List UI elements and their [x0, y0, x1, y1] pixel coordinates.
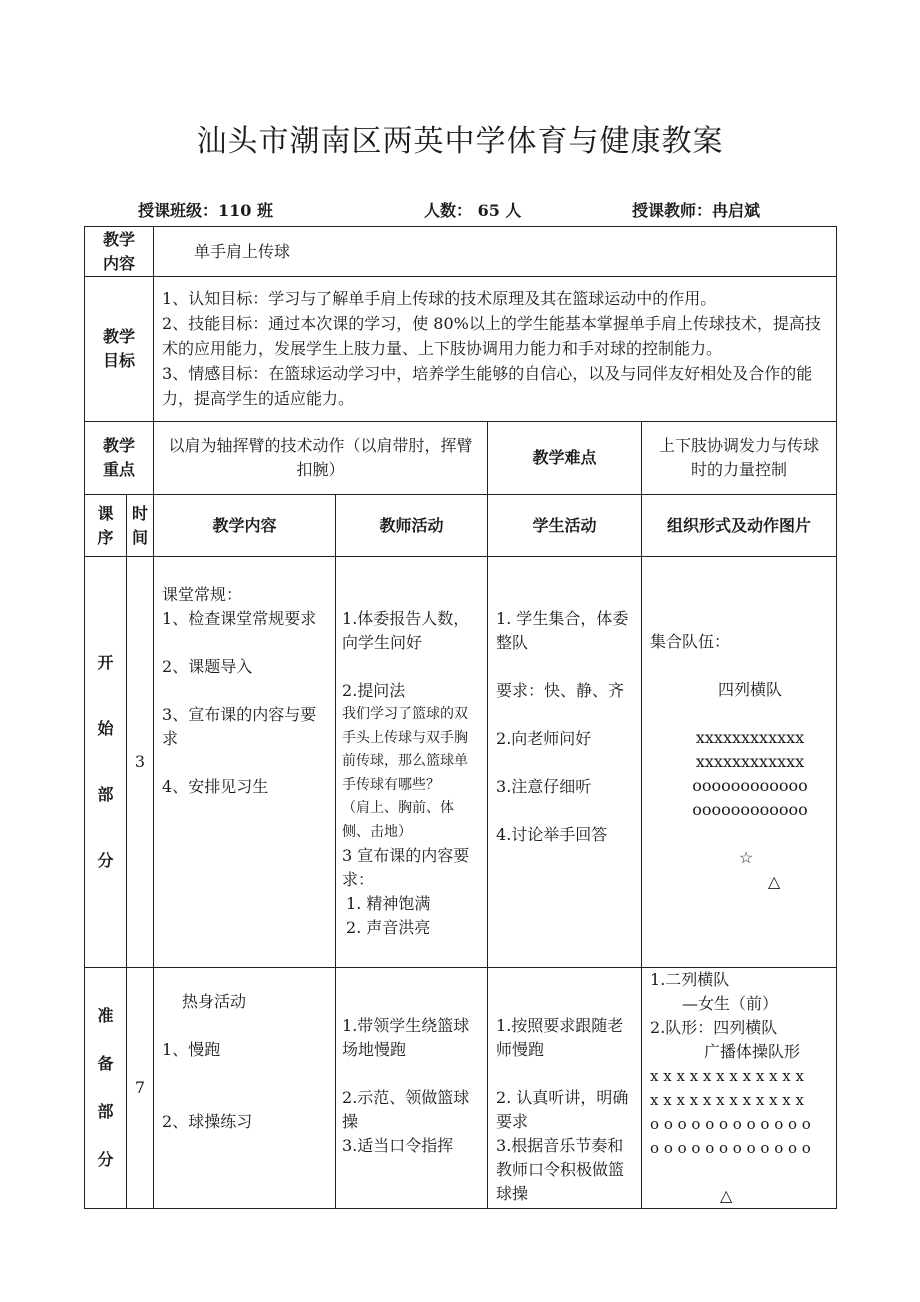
formation-row: oooooooooooo	[692, 800, 808, 819]
page-title: 汕头市潮南区两英中学体育与健康教案	[196, 124, 724, 159]
col-student: 学生活动	[488, 495, 642, 557]
section-prep	[85, 968, 837, 1209]
formation-row: xxxxxxxxxxxx	[695, 752, 805, 771]
goals-label: 教学 目标	[85, 277, 154, 422]
lesson-plan-table	[84, 226, 837, 1209]
formation-row: o o o o o o o o o o o o	[650, 1115, 811, 1133]
difficulty-label: 教学难点	[488, 422, 642, 495]
formation-row: xxxxxxxxxxxx	[695, 728, 805, 747]
formation-row: x x x x x x x x x x x x	[650, 1091, 804, 1109]
prep-org: 1.二列横队 —女生（前） 2.队形：四列横队 广播体操队形 x x x x x x x x x x x x x x x x x x x x x x x x o o o o o o o o o o o o o o o o o o o o o o o o △	[642, 968, 837, 1209]
key-label: 教学 重点	[85, 422, 154, 495]
phase-start: 开 始 部 分	[85, 557, 127, 968]
formation-row: o o o o o o o o o o o o	[650, 1139, 811, 1157]
col-teacher: 教师活动	[336, 495, 488, 557]
teacher-triangle-icon: △	[720, 1186, 733, 1205]
key-row	[85, 422, 837, 495]
col-time: 时 间	[127, 495, 154, 557]
key-point: 以肩为轴挥臂的技术动作（以肩带肘，挥臂扣腕）	[154, 422, 488, 495]
prep-student: 1.按照要求跟随老师慢跑 2. 认真听讲，明确要求 3.根据音乐节奏和教师口令积极做篮球操	[488, 968, 642, 1209]
start-content: 课堂常规： 1、检查课堂常规要求 2、课题导入 3、宣布课的内容与要求 4、安排见习生	[154, 557, 336, 968]
start-teacher: 1.体委报告人数，向学生问好 2.提问法 我们学习了篮球的双手头上传球与双手胸前传球，那么篮球单手传球有哪些？ （肩上、胸前、体侧、击地） 3 宣布课的内容要求： 1. 精神饱满 2. 声音洪亮	[336, 557, 488, 968]
teacher-triangle-icon: △	[768, 872, 781, 891]
content-label: 教学 内容	[85, 227, 154, 277]
col-order: 课 序	[85, 495, 127, 557]
goal-item: 1、认知目标：学习与了解单手肩上传球的技术原理及其在篮球运动中的作用。	[162, 289, 717, 308]
goal-item: 2、技能目标：通过本次课的学习，使 80%以上的学生能基本掌握单手肩上传球技术，提高技术的应用能力，发展学生上肢力量、上下肢协调用力能力和手对球的控制能力。	[162, 314, 821, 358]
col-content: 教学内容	[154, 495, 336, 557]
class-info: 授课班级：110 班	[138, 201, 273, 220]
formation-row: oooooooooooo	[692, 776, 808, 795]
formation-row: x x x x x x x x x x x x	[650, 1067, 804, 1085]
student-count: 人数： 65 人	[424, 201, 522, 220]
start-org: 集合队伍： 四列横队 xxxxxxxxxxxx xxxxxxxxxxxx oooooooooooo oooooooooooo ☆ △	[642, 557, 837, 968]
content-value: 单手肩上传球	[154, 227, 837, 277]
teacher-info: 授课教师：冉启斌	[632, 201, 761, 220]
time-start: 3	[127, 557, 154, 968]
teacher-star-icon: ☆	[738, 848, 754, 867]
phase-prep: 准 备 部 分	[85, 968, 127, 1209]
prep-content: 热身活动 1、慢跑 2、球操练习	[154, 968, 336, 1209]
column-header-row	[85, 495, 837, 557]
prep-teacher: 1.带领学生绕篮球场地慢跑 2.示范、领做篮球操 3.适当口令指挥	[336, 968, 488, 1209]
goals-list	[154, 277, 837, 422]
start-student: 1. 学生集合，体委整队 要求：快、静、齐 2.向老师问好 3.注意仔细听 4.讨论举手回答	[488, 557, 642, 968]
time-prep: 7	[127, 968, 154, 1209]
difficulty-value: 上下肢协调发力与传球时的力量控制	[642, 422, 837, 495]
content-row	[85, 227, 837, 277]
goals-row	[85, 277, 837, 422]
goal-item: 3、情感目标：在篮球运动学习中，培养学生能够的自信心，以及与同伴友好相处及合作的能力，提高学生的适应能力。	[162, 364, 813, 408]
col-org: 组织形式及动作图片	[642, 495, 837, 557]
section-start	[85, 557, 837, 968]
